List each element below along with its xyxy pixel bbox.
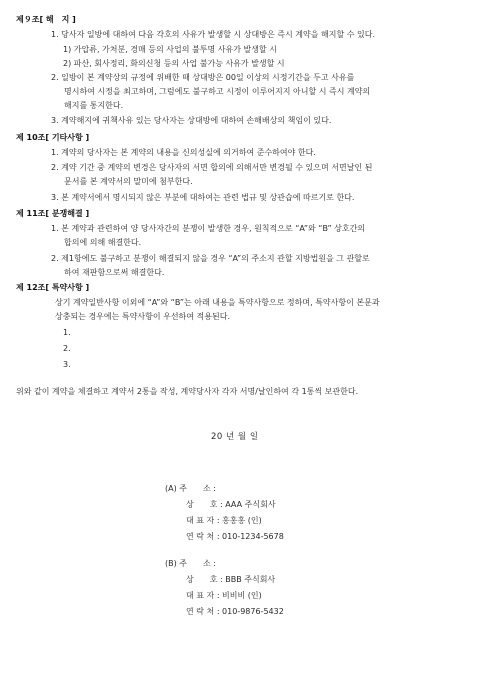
party-b-company: 상 호 : BBB 주식회사 <box>186 575 276 584</box>
article-9-item-2-line-1: 2. 일방이 본 계약상의 규정에 위배한 때 상대방은 00일 이상의 시정기간을 두고 사유를 <box>51 73 355 82</box>
article-11-item-2-line-1: 2. 제1항에도 불구하고 분쟁이 해결되지 않을 경우 “A”의 주소지 관할 지방법원을 그 관할로 <box>51 254 370 263</box>
article-11-title: 제 11조[ 분쟁해결 ] <box>16 209 90 218</box>
article-9-item-1: 1. 당사자 일방에 대하여 다음 각호의 사유가 발생할 시 상대방은 즉시 계약을 해지할 수 있다. <box>51 30 375 39</box>
article-10-item-3: 3. 본 계약서에서 명시되지 않은 부분에 대하여는 관련 법규 및 상관습에 따르기로 한다. <box>51 193 355 202</box>
closing-statement: 위와 같이 계약을 체결하고 계약서 2통을 작성, 계약당사자 각자 서명/날인하여 각 1통씩 보관한다. <box>16 387 359 396</box>
party-a-representative: 대 표 자 : 홍홍홍 (인) <box>186 516 262 525</box>
party-b-phone: 연 락 처 : 010-9876-5432 <box>186 607 284 616</box>
article-10-item-2-line-1: 2. 계약 기간 중 계약의 변경은 당사자의 서면 합의에 의해서만 변경될 수 있으며 서면날인 된 <box>51 163 373 172</box>
special-clause-1: 1. <box>63 328 71 337</box>
article-12-title: 제 12조[ 특약사항 ] <box>16 283 90 292</box>
article-9-title: 제９조[ 해 지 ] <box>16 15 76 24</box>
contract-date: 20 년 월 일 <box>211 432 259 442</box>
party-a-phone: 연 락 처 : 010-1234-5678 <box>186 532 284 541</box>
article-9-item-2-line-2: 명시하여 시정을 최고하며, 그럼에도 불구하고 시정이 이루어지지 아니할 시 즉시 계약의 <box>64 87 371 96</box>
article-9-item-1-sub-2: 2) 파산, 회사정리, 화의신청 등의 사업 불가능 사유가 발생할 시 <box>63 59 285 68</box>
article-11-item-1-line-2: 합의에 의해 해결한다. <box>64 238 142 247</box>
special-clause-2: 2. <box>63 344 71 353</box>
party-a-company: 상 호 : AAA 주식회사 <box>186 500 276 509</box>
article-11-item-2-line-2: 하여 재판함으로써 해결한다. <box>64 268 165 277</box>
article-10-title: 제 10조[ 기타사항 ] <box>16 133 90 142</box>
article-10-item-2-line-2: 문서를 본 계약서의 말미에 첨부한다. <box>64 177 193 186</box>
party-b-address: (B) 주 소 : <box>165 559 216 568</box>
special-clause-3: 3. <box>63 360 71 369</box>
article-10-item-1: 1. 계약의 당사자는 본 계약의 내용을 신의성실에 의거하여 준수하여야 한다. <box>51 148 316 157</box>
article-9-item-3: 3. 계약해지에 귀책사유 있는 당사자는 상대방에 대하여 손해배상의 책임이 있다. <box>51 116 332 125</box>
article-12-paragraph-line-1: 상기 계약일반사항 이외에 “A”와 “B”는 아래 내용을 특약사항으로 정하며, 특약사항이 본문과 <box>55 298 380 307</box>
party-b-representative: 대 표 자 : 비비비 (인) <box>186 591 262 600</box>
article-11-item-1-line-1: 1. 본 계약과 관련하여 양 당사자간의 분쟁이 발생한 경우, 원칙적으로 “A”와 “B” 상호간의 <box>51 224 366 233</box>
article-9-item-2-line-3: 해지를 통지한다. <box>64 101 124 110</box>
article-12-paragraph-line-2: 상충되는 경우에는 특약사항이 우선하여 적용된다. <box>55 312 231 321</box>
party-a-address: (A) 주 소 : <box>165 484 216 493</box>
article-9-item-1-sub-1: 1) 가압류, 가처분, 경매 등의 사업의 불투명 사유가 발생할 시 <box>63 45 277 54</box>
